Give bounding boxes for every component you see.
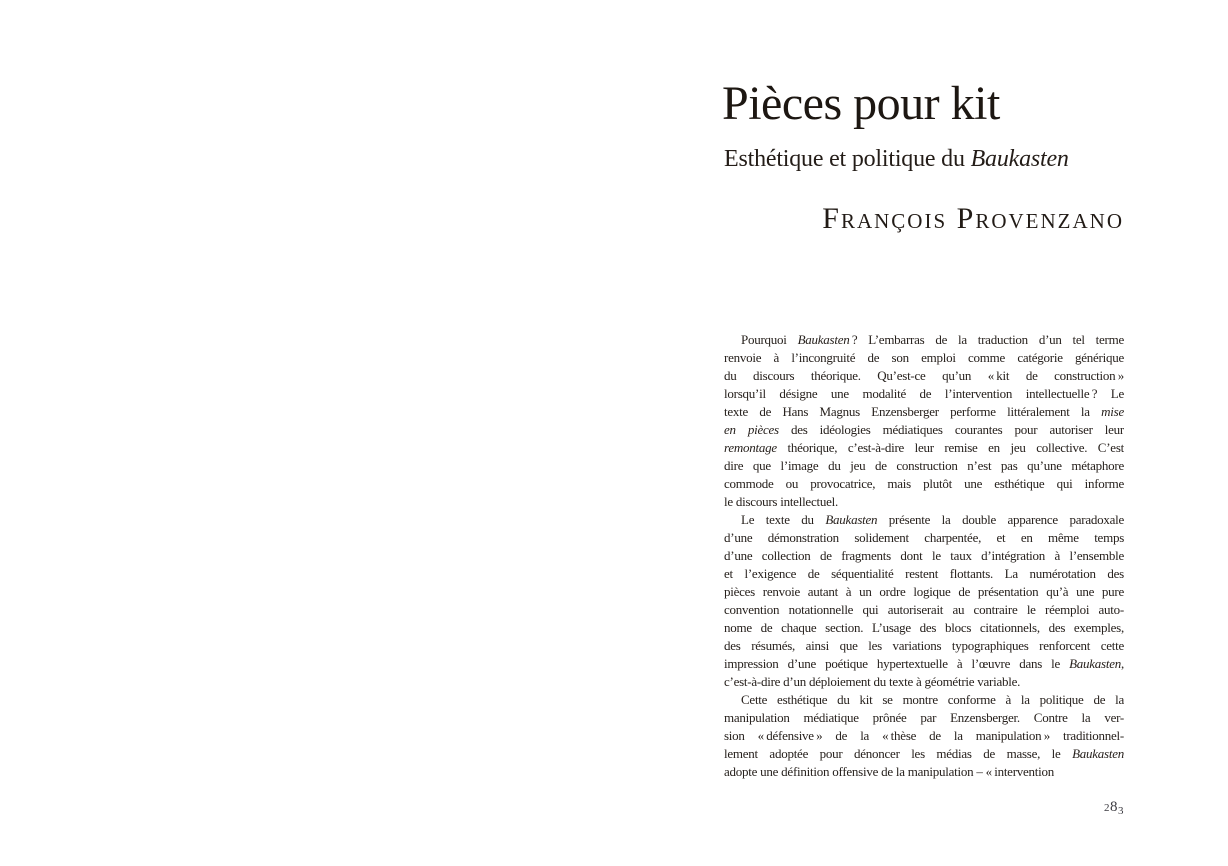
- paragraph: [724, 511, 1124, 691]
- page-number-digit: 8: [1110, 799, 1118, 815]
- body-line: Pourquoi Baukasten ? L’embarras de la traduction d’un tel terme: [741, 332, 1124, 347]
- body-line: impression d’une poétique hypertextuelle à l’œuvre dans le Baukasten,: [724, 656, 1124, 671]
- article-author: François Provenzano: [822, 202, 1124, 235]
- page-number-digit: 2: [1104, 802, 1110, 814]
- article-subtitle: Esthétique et politique du Baukasten: [724, 146, 1069, 172]
- body-line: Le texte du Baukasten présente la double apparence paradoxale: [741, 512, 1124, 527]
- body-line: manipulation médiatique prônée par Enzensberger. Contre la ver-: [724, 710, 1124, 725]
- paragraph: [724, 331, 1124, 511]
- body-line: en pièces des idéologies médiatiques courantes pour autoriser leur: [724, 422, 1124, 437]
- body-line: commode ou provocatrice, mais plutôt une esthétique qui informe: [724, 476, 1124, 491]
- body-line: lement adoptée pour dénoncer les médias de masse, le Baukasten: [724, 746, 1124, 761]
- page-right: [614, 0, 1228, 866]
- body-line: d’une collection de fragments dont le taux d’intégration à l’ensemble: [724, 548, 1124, 563]
- body-line: dire que l’image du jeu de construction n’est pas qu’une métaphore: [724, 458, 1124, 473]
- body-line: pièces renvoie autant à un ordre logique de présentation qu’à une pure: [724, 584, 1124, 599]
- body-line: du discours théorique. Qu’est-ce qu’un « kit de construction »: [724, 368, 1124, 383]
- body-line: remontage théorique, c’est-à-dire leur remise en jeu collective. C’est: [724, 440, 1124, 455]
- body-line: adopte une définition offensive de la manipulation – « intervention: [724, 764, 1055, 779]
- body-line: Cette esthétique du kit se montre conforme à la politique de la: [741, 692, 1124, 707]
- body-line: texte de Hans Magnus Enzensberger performe littéralement la mise: [724, 404, 1124, 419]
- body-line: sion « défensive » de la « thèse de la manipulation » traditionnel-: [724, 728, 1124, 743]
- article-title: Pièces pour kit: [722, 77, 1000, 130]
- body-line: lorsqu’il désigne une modalité de l’intervention intellectuelle ? Le: [724, 386, 1124, 401]
- paragraph: [724, 691, 1124, 781]
- page-number: [724, 798, 1124, 817]
- body-line: convention notationnelle qui autoriserait au contraire le réemploi auto-: [724, 602, 1124, 617]
- page-number-digit: 3: [1118, 805, 1124, 817]
- body-line: renvoie à l’incongruité de son emploi comme catégorie générique: [724, 350, 1124, 365]
- body-line: le discours intellectuel.: [724, 494, 838, 509]
- body-line: et l’exigence de séquentialité restent flottants. La numérotation des: [724, 566, 1124, 581]
- body-line: c’est-à-dire d’un déploiement du texte à géométrie variable.: [724, 674, 1021, 689]
- article-body: [724, 331, 1124, 781]
- body-line: des résumés, ainsi que les variations typographiques renforcent cette: [724, 638, 1124, 653]
- body-line: d’une démonstration solidement charpentée, et en même temps: [724, 530, 1124, 545]
- body-line: nome de chaque section. L’usage des blocs citationnels, des exemples,: [724, 620, 1124, 635]
